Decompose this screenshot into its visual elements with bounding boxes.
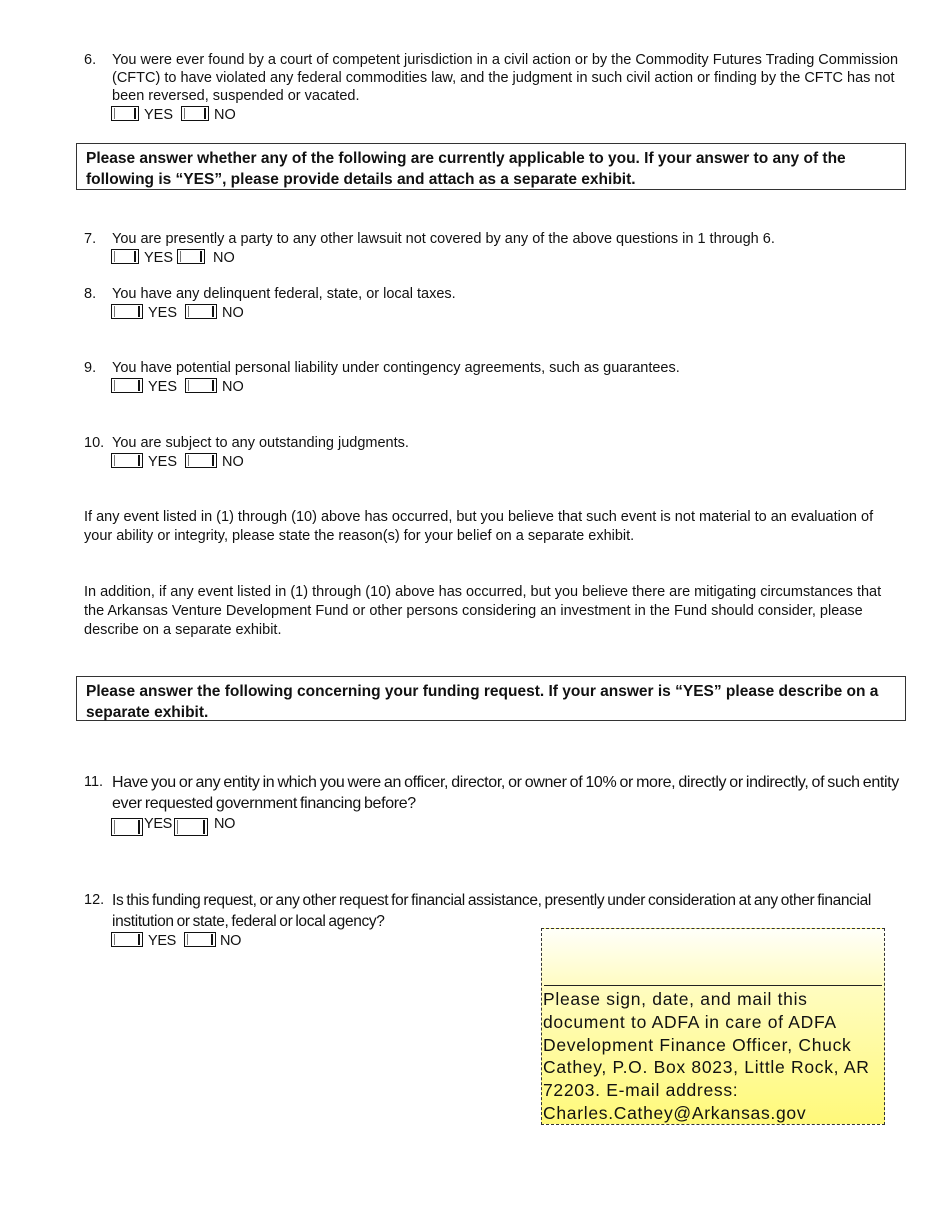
question-10 [84,434,904,472]
yes-checkbox[interactable] [111,106,139,121]
no-label: NO [220,933,242,949]
no-checkbox[interactable] [174,818,208,836]
question-text: Is this funding request, or any other request for financial assistance, presently under consideration at any other financial institution or state, federal or local agency? [112,892,871,930]
question-6 [84,51,904,125]
question-text: Have you or any entity in which you were an officer, director, or owner of 10% or more, directly or indirectly, of such entity ever requested government financing before? [112,774,899,812]
not-material-paragraph: If any event listed in (1) through (10) above has occurred, but you believe that such event is not material to an evaluation of your ability or integrity, please state the reason(s) for your belief on a separate exhibit. [84,509,874,544]
no-checkbox[interactable] [185,453,217,468]
funding-request-notice: Please answer the following concerning your funding request. If your answer is “YES” please describe on a separate exhibit. [76,676,906,721]
yes-checkbox[interactable] [111,249,139,264]
question-text: You are subject to any outstanding judgments. [112,435,409,451]
question-number: 8. [84,286,97,302]
yes-label: YES [148,379,178,395]
answer-options [111,378,904,397]
sign-and-mail-box [541,928,885,1125]
question-8 [84,285,904,323]
question-number: 10. [84,435,105,451]
question-text: You have potential personal liability under contingency agreements, such as guarantees. [112,360,680,376]
question-number: 12. [84,892,105,908]
yes-checkbox[interactable] [111,818,143,836]
answer-options [111,249,904,268]
yes-checkbox[interactable] [111,378,143,393]
signature-line[interactable] [544,985,882,986]
yes-label: YES [144,250,174,266]
no-checkbox[interactable] [181,106,209,121]
answer-options [111,304,904,323]
yes-checkbox[interactable] [111,304,143,319]
no-checkbox[interactable] [177,249,205,264]
no-label: NO [214,107,236,123]
answer-options [111,814,904,833]
no-label: NO [222,305,244,321]
question-11 [84,772,904,833]
yes-checkbox[interactable] [111,932,143,947]
question-text: You have any delinquent federal, state, or local taxes. [112,286,456,302]
question-text: You were ever found by a court of competent jurisdiction in a civil action or by the Commodity Futures Trading Commission (CFTC) to have violated any federal commodities law, and the judgment in such civil action or finding by the CFTC has not been reversed, suspended or vacated. [112,52,899,104]
no-label: NO [213,250,235,266]
answer-options [111,106,904,125]
no-label: NO [222,454,244,470]
yes-label: YES [144,816,172,832]
question-9 [84,359,904,397]
answer-options [111,453,904,472]
mailing-instructions: Please sign, date, and mail this document to ADFA in care of ADFA Development Finance Officer, Chuck Cathey, P.O. Box 8023, Little Rock, AR 72203. E-mail address: Charles.Cathey@Arkansas.gov [543,989,870,1123]
no-label: NO [214,816,236,832]
question-text: You are presently a party to any other lawsuit not covered by any of the above questions in 1 through 6. [112,231,775,247]
yes-checkbox[interactable] [111,453,143,468]
yes-label: YES [148,305,178,321]
mitigating-paragraph: In addition, if any event listed in (1) through (10) above has occurred, but you believe there are mitigating circumstances that the Arkansas Venture Development Fund or other persons considering an investment in the Fund should consider, please describe on a separate exhibit. [84,584,882,638]
yes-label: YES [148,933,176,949]
no-label: NO [222,379,244,395]
no-checkbox[interactable] [185,378,217,393]
question-number: 6. [84,52,97,68]
no-checkbox[interactable] [185,304,217,319]
yes-label: YES [144,107,174,123]
question-number: 11. [84,774,104,790]
currently-applicable-notice: Please answer whether any of the following are currently applicable to you. If your answer to any of the following is “YES”, please provide details and attach as a separate exhibit. [76,143,906,190]
question-number: 9. [84,360,97,376]
no-checkbox[interactable] [184,932,216,947]
question-7 [84,230,904,268]
yes-label: YES [148,454,178,470]
question-number: 7. [84,231,97,247]
